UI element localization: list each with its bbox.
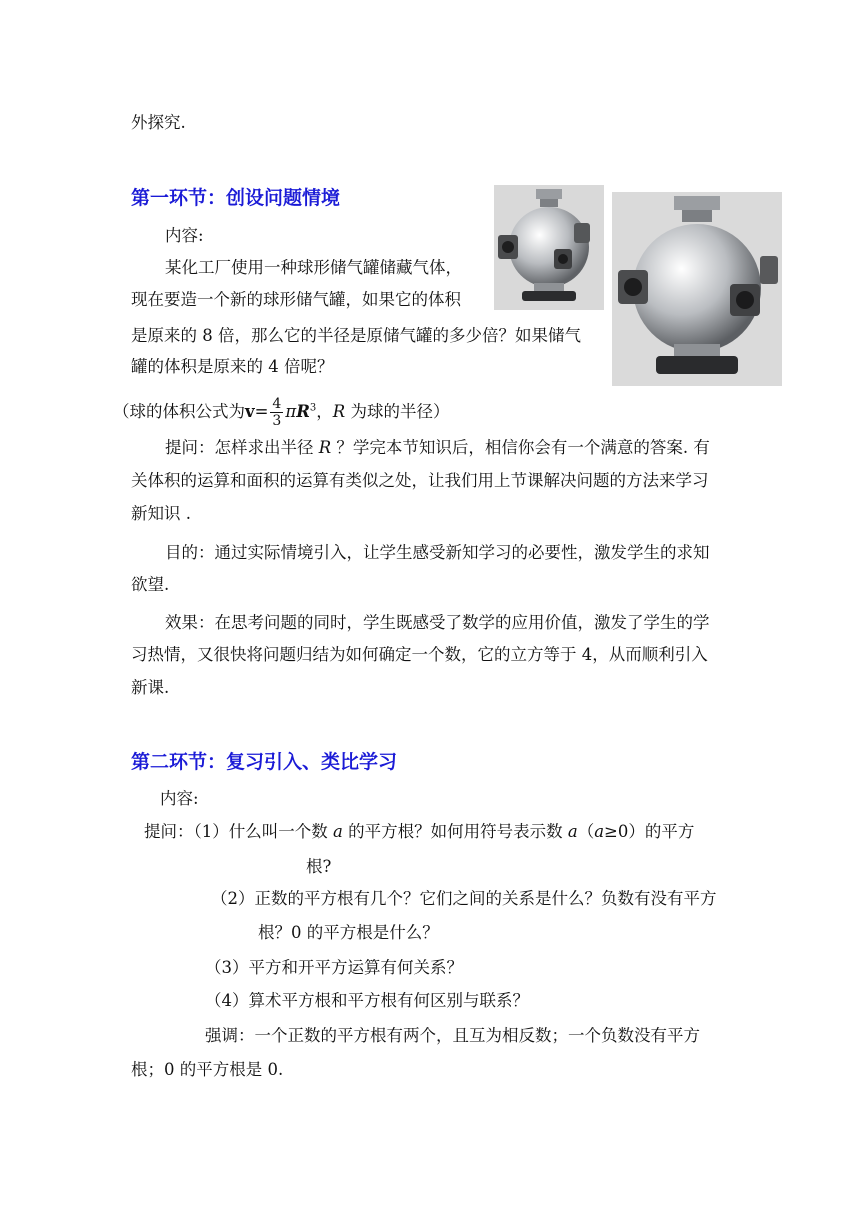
section2-heading: 第二环节：复习引入、类比学习 — [131, 751, 398, 773]
q1-var-a2: a — [567, 822, 578, 841]
effect-line1: 效果：在思考问题的同时，学生既感受了数学的应用价值，激发了学生的学 — [165, 613, 710, 632]
q1-text-b: 的平方根？如何用符号表示数 — [342, 822, 568, 841]
question-line1 — [165, 437, 710, 459]
q1-text-a: 提问：（1）什么叫一个数 — [144, 822, 333, 841]
question-text-a: 提问：怎样求出半径 — [165, 438, 319, 457]
para1-line4: 罐的体积是原来的 4 倍呢？ — [131, 357, 334, 376]
effect-line3: 新课. — [131, 678, 170, 697]
q1-text-c: （ — [577, 822, 595, 841]
formula-denominator: 3 — [272, 413, 282, 429]
gas-tank-photo-large — [612, 192, 782, 386]
gas-tank-illustration-large — [612, 192, 782, 386]
section2-content-label: 内容: — [160, 789, 199, 808]
section1-content-label: 内容: — [165, 226, 204, 245]
q1-var-a: a — [333, 822, 343, 841]
q1-text-d: ≥0）的平方 — [604, 822, 695, 841]
formula-sep: ， — [316, 402, 333, 421]
q4-line: （4）算术平方根和平方根有何区别与联系？ — [205, 991, 529, 1010]
volume-formula — [113, 396, 449, 429]
formula-fraction — [270, 396, 283, 429]
q1-line2: 根? — [306, 857, 332, 876]
formula-v: v — [245, 402, 255, 421]
q3-line: （3）平方和开平方运算有何关系？ — [205, 958, 463, 977]
q1-var-a3: a — [594, 822, 605, 841]
section1-heading: 第一环节：创设问题情境 — [131, 187, 341, 209]
question-line3: 新知识 . — [131, 504, 191, 523]
effect-line2: 习热情，又很快将问题归结为如何确定一个数，它的立方等于 4，从而顺利引入 — [131, 645, 708, 664]
q2-line1: （2）正数的平方根有几个？它们之间的关系是什么？负数有没有平方 — [211, 889, 717, 908]
q2-line2: 根？0 的平方根是什么？ — [258, 923, 439, 942]
gas-tank-photo-small — [494, 185, 604, 310]
formula-numerator: 4 — [272, 396, 282, 412]
para1-line3: 是原来的 8 倍，那么它的半径是原储气罐的多少倍？如果储气 — [131, 326, 581, 345]
formula-eq: = — [254, 402, 269, 421]
formula-R: R — [296, 402, 310, 421]
intro-tail: 外探究. — [131, 113, 186, 132]
question-line2: 关体积的运算和面积的运算有类似之处，让我们用上节课解决问题的方法来学习 — [131, 471, 709, 490]
formula-exponent: 3 — [309, 402, 317, 414]
aim-line2: 欲望. — [131, 575, 170, 594]
aim-line1: 目的：通过实际情境引入，让学生感受新知学习的必要性，激发学生的求知 — [165, 543, 710, 562]
question-var-R: R — [318, 438, 332, 457]
emphasis-line1: 强调：一个正数的平方根有两个，且互为相反数；一个负数没有平方 — [205, 1026, 700, 1045]
q1-line1 — [144, 821, 694, 843]
para1-line2: 现在要造一个新的球形储气罐，如果它的体积 — [131, 290, 461, 309]
formula-pi: π — [285, 402, 297, 421]
formula-prefix: （球的体积公式为 — [113, 402, 245, 421]
emphasis-line2: 根；0 的平方根是 0. — [131, 1060, 284, 1079]
gas-tank-illustration-small — [494, 185, 604, 310]
question-text-b: ？学完本节知识后，相信你会有一个满意的答案. 有 — [331, 438, 710, 457]
formula-suffix: 为球的半径） — [345, 402, 450, 421]
formula-R-var: R — [332, 402, 346, 421]
para1-line1: 某化工厂使用一种球形储气罐储藏气体， — [165, 258, 462, 277]
